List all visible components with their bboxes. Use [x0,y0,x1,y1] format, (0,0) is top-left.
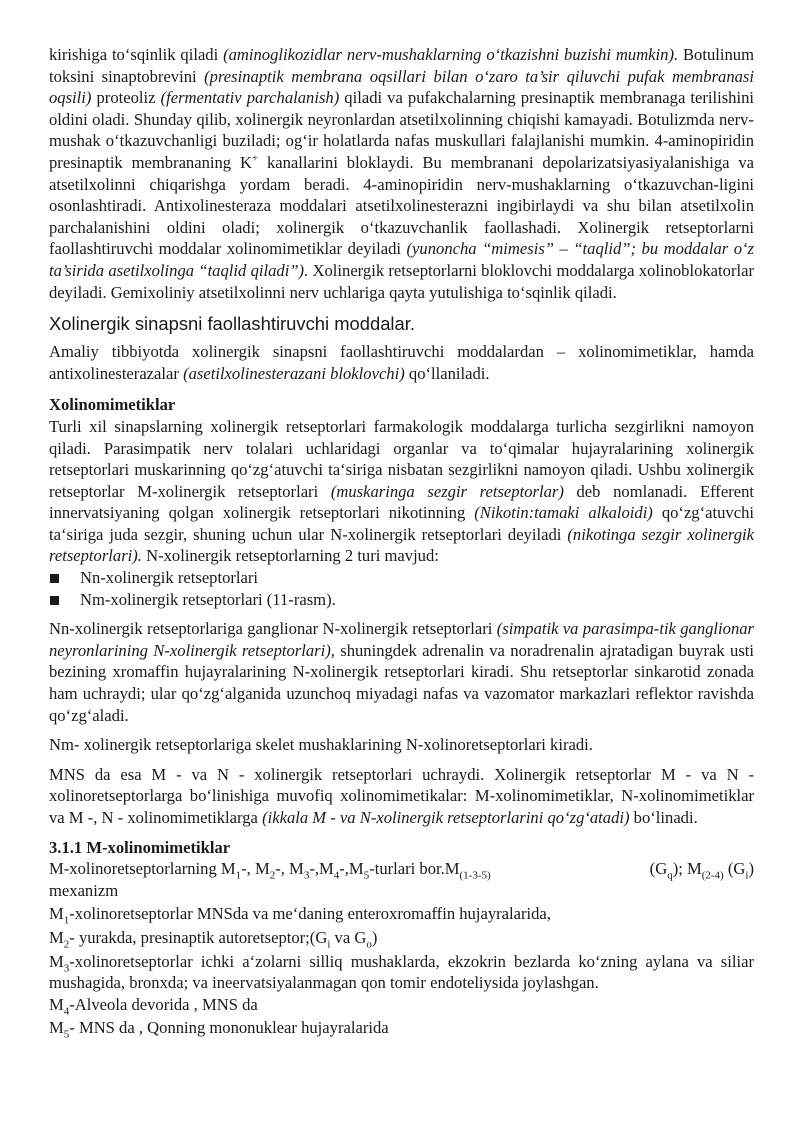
heading-activators: Xolinergik sinapsni faollashtiruvchi moddalar. [49,313,415,335]
text-run: Turli xil sinapslarning xolinergik retseptorlari farmakologik moddalarga turlicha sezgirlikni namoyon qiladi. Parasimpatik nerv tolalari uchlaridagi organlar va to‘qimalar hujayralarining xolinergik retseptorlari muskarinning qo‘zg‘atuvchi ta‘siriga nisbatan sezgirlikni namoyon qiladi. Ushbu xolinergik retseptorlar M-xolinergik retseptorlari [49,416,754,501]
paragraph-m1: $M_1$-xolinoretseptorlar MNSda va me‘daning enteroxromaffin hujayralarida, [49,904,551,927]
text-run: qo‘zg‘atuvchi ta‘siriga juda sezgir, shuning uchun ular N-xolinergik retseptorlari deyiladi [49,503,754,544]
italic-run: (fermentativ parchalanish) [160,88,340,108]
italic-run: (yunoncha “mimesis” – “taqlid”; bu moddalar o‘z ta’sirida asetilxolinga “taqlid qiladi”). [49,239,754,280]
text-run: MNS da esa M - va N - xolinergik retseptorlari uchraydi. Xolinergik retseptorlar M - va N - xolinoretseptorlarga bo‘linishiga muvofiq xolinomimetikalar: M-xolinomimetiklar, N-xolinomimetiklar va M -, N - xolinomimetiklarga [49,764,754,827]
list-item-text: Nn-xolinergik retseptorlari [80,568,259,588]
text-run: proteoliz [91,88,161,108]
paragraph-nn-receptors [49,618,754,726]
paragraph-nm-receptors: Nm- xolinergik retseptorlariga skelet mushaklarining N-xolinoretseptorlari kiradi. [49,735,593,755]
italic-run: (presinaptik membrana oqsillari bilan o‘zaro ta’sir qiluvchi pufak membranasi oqsili) [49,66,754,108]
square-bullet-icon [50,596,59,605]
paragraph-m-subtypes [49,858,754,901]
section-title-xolinomimetiklar: Xolinomimetiklar [49,395,176,415]
superscript: + [251,152,259,165]
text-run: shuningdek adrenalin va noradrenalin ajratadigan buyrak usti bezining xromaffin hujayralarining N-xolinergik retseptorlari kiradi. Shu retseptorlar sinkarotid zonada ham uchraydi; ular qo‘zg‘alganida uzunchoq miyadagi nafas va vazomator markazlari reflektor ravishda qo‘zg‘aladi. [49,640,754,725]
text-run: Xolinergik retseptorlarni bloklovchi moddalarga xolinoblokatorlar deyiladi. Gemixoliniy atsetilxolinni nerv uchlariga qayta yutulishiga to‘sqinlik qiladi. [49,260,754,302]
paragraph-m2: $M_2-$ yurakda, presinaptik $autoretseptor;(G_i$ va $G_o$) [49,927,378,951]
paragraph-m4: $M_4$-Alveola devorida , MNS da [49,994,258,1018]
text-run: Amaliy tibbiyotda xolinergik sinapsni faollashtiruvchi moddalardan – xolinomimetiklar, hamda antixolinesterazalar [49,342,754,383]
subtypes-left: M-xolinoretseptorlarning $M_1-$, $M_2-$, $M_3-,M_4-,M_5$-turlari $bor.M_{(1-3-5)}$ [49,859,491,882]
section-title-m-xolinomimetiklar: 3.1.1 M-xolinomimetiklar [49,837,231,857]
paragraph-receptors [49,416,754,567]
italic-run: (simpatik va parasimpa-tik ganglionar neyronlarining N-xolinergik retseptorlari), [49,619,754,660]
text-run: qo‘llaniladi. [404,363,490,383]
list-item [49,567,754,589]
paragraph-m3: $M_3$-xolinoretseptorlar ichki a‘zolarni silliq mushaklarda, ekzokrin bezlarda ko‘zning aylana va siliar mushagida, bronxda; va ineervatsiyalanmagan qon tomir endoteliysida joylashgan. [49,951,754,993]
paragraph-m5: $M_5-$ MNS da , Qonning mononuklear hujayralarida [49,1018,389,1041]
italic-run: (muskaringa sezgir retseptorlar) [330,481,564,501]
list-item-text: Nm-xolinergik retseptorlari (11-rasm). [80,589,336,609]
italic-run: (nikotinga sezgir xolinergik retseptorlari). [49,524,755,566]
paragraph-mns [49,764,754,829]
square-bullet-icon [50,574,59,583]
italic-run: (asetilxolinesterazani bloklovchi) [183,363,405,383]
text-run: kanallarini bloklaydi. Bu membranani depolarizatsiyasiyalanishiga va atsetilxolinni chiqarishga yordam beradi. 4-aminopiridin nerv-mushaklarning o‘tkazuvchan-ligini osonlashtiradi. Antixolinesteraza moddalari atsetilxolinesterazni ingibirlaydi va shu bilan atsetilxolin parchalanishini oldini oladi; xolinergik o‘tkazuvchanlik faollashadi. Xolinergik retseptorlarni faollashtiruvchi moddalar xolinomimetiklar deyiladi [49,152,754,259]
italic-run: (Nikotin:tamaki alkaloidi) [474,503,653,523]
text-run: qiladi va pufakchalarning presinaptik membranaga terilishini oldini oladi. Shunday qilib, xolinergik neyronlardan atsetilxolinning chiqishi kamayadi. Botulizmda nerv-mushak o‘tkazuvchanligi buziladi; og‘ir holatlarda nafas muskullari falajlanishi mumkin. 4-aminopiridin presinaptik membrananing K [49,88,754,172]
text-run: deb nomlanadi. Efferent innervatsiyaning qolgan xolinergik retseptorlari nikotinning [49,481,754,523]
subtypes-mechanism: mexanizm [49,880,119,900]
text-run: kirishiga to‘sqinlik qiladi [49,45,224,64]
paragraph-practice [49,341,754,384]
text-run: N-xolinergik retseptorlarning 2 turi mavjud: [141,546,439,566]
list-item [49,589,754,611]
italic-run: (ikkala M - va N-xolinergik retseptorlarini qo‘zg‘atadi) [262,808,630,827]
text-run: bo‘linadi. [629,808,698,827]
italic-run: (aminoglikozidlar nerv-mushaklarning o‘tkazishni buzishi mumkin). [223,45,679,64]
subtypes-right: $(G_q)$; $M_{(2-4)}$ $(G_i)$ [649,859,754,882]
paragraph-botulinum [49,44,754,303]
text-run: Botulinum toksini sinaptobrevini [49,45,754,86]
receptor-type-list [49,567,754,610]
text-run: Nn-xolinergik retseptorlariga ganglionar N-xolinergik retseptorlari [49,619,497,639]
